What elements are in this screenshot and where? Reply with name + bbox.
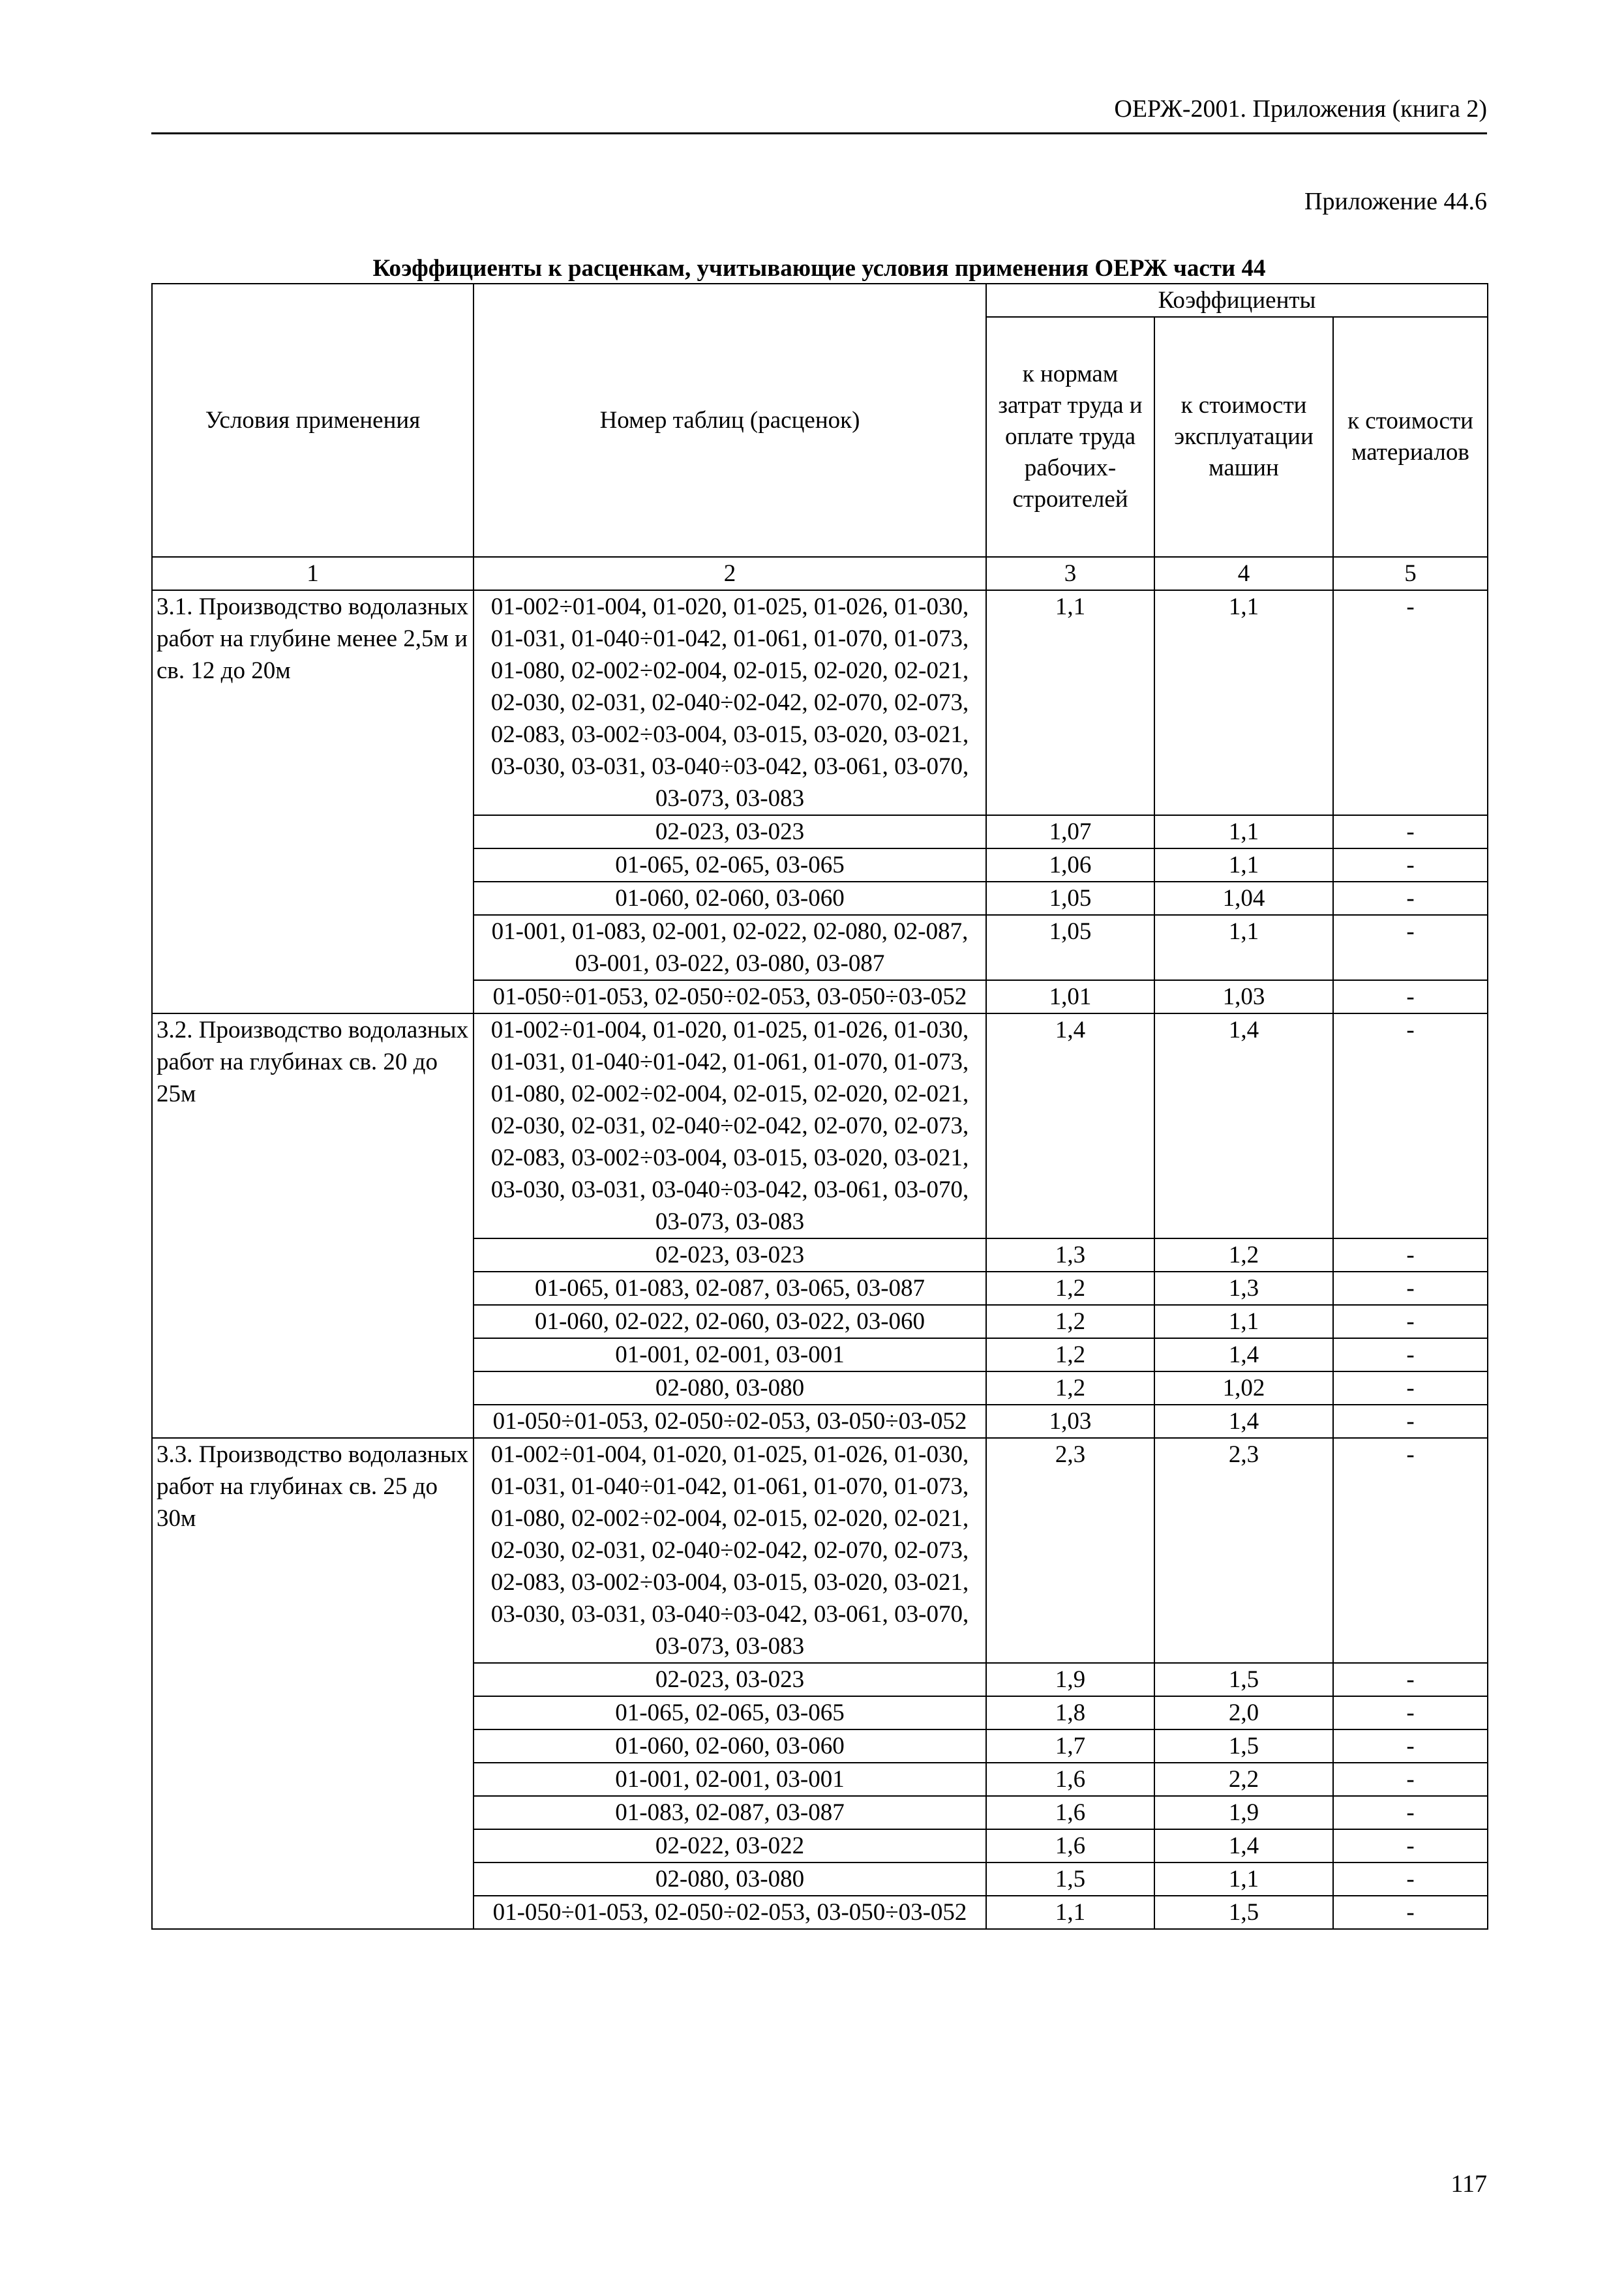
labor-coef-cell: 1,7 bbox=[986, 1729, 1154, 1763]
materials-coef-cell: - bbox=[1333, 1338, 1488, 1371]
materials-coef-cell: - bbox=[1333, 882, 1488, 915]
machines-coef-cell: 1,1 bbox=[1154, 815, 1333, 848]
tables-cell: 01-050÷01-053, 02-050÷02-053, 03-050÷03-052 bbox=[474, 1405, 986, 1438]
labor-coef-cell: 1,1 bbox=[986, 1896, 1154, 1929]
materials-coef-cell: - bbox=[1333, 980, 1488, 1013]
tables-cell: 01-002÷01-004, 01-020, 01-025, 01-026, 01-030, 01-031, 01-040÷01-042, 01-061, 01-070, 01-073, 01-080, 02-002÷02-004, 02-015, 02-020, 02-021, 02-030, 02-031, 02-040÷02-042, 02-070, 02-073, 02-083, 03-002÷03-004, 03-015, 03-020, 03-021, 03-030, 03-031, 03-040÷03-042, 03-061, 03-070, 03-073, 03-083 bbox=[474, 1438, 986, 1663]
header-rule bbox=[151, 132, 1487, 134]
materials-coef-cell: - bbox=[1333, 1696, 1488, 1729]
machines-coef-cell: 1,2 bbox=[1154, 1238, 1333, 1272]
condition-cell: 3.3. Производство водолазных работ на глубинах св. 25 до 30м bbox=[152, 1438, 474, 1929]
materials-coef-cell: - bbox=[1333, 1763, 1488, 1796]
labor-coef-cell: 1,8 bbox=[986, 1696, 1154, 1729]
labor-coef-cell: 1,9 bbox=[986, 1663, 1154, 1696]
tables-cell: 02-022, 03-022 bbox=[474, 1829, 986, 1863]
labor-coef-cell: 1,05 bbox=[986, 882, 1154, 915]
materials-coef-cell: - bbox=[1333, 1238, 1488, 1272]
header-machines: к стоимости эксплуатации машин bbox=[1154, 317, 1333, 557]
machines-coef-cell: 2,2 bbox=[1154, 1763, 1333, 1796]
materials-coef-cell: - bbox=[1333, 1405, 1488, 1438]
tables-cell: 01-050÷01-053, 02-050÷02-053, 03-050÷03-052 bbox=[474, 980, 986, 1013]
tables-cell: 02-023, 03-023 bbox=[474, 815, 986, 848]
tables-cell: 02-080, 03-080 bbox=[474, 1371, 986, 1405]
column-number: 1 bbox=[152, 557, 474, 590]
tables-cell: 01-002÷01-004, 01-020, 01-025, 01-026, 01-030, 01-031, 01-040÷01-042, 01-061, 01-070, 01-073, 01-080, 02-002÷02-004, 02-015, 02-020, 02-021, 02-030, 02-031, 02-040÷02-042, 02-070, 02-073, 02-083, 03-002÷03-004, 03-015, 03-020, 03-021, 03-030, 03-031, 03-040÷03-042, 03-061, 03-070, 03-073, 03-083 bbox=[474, 1013, 986, 1238]
tables-cell: 01-001, 01-083, 02-001, 02-022, 02-080, 02-087, 03-001, 03-022, 03-080, 03-087 bbox=[474, 915, 986, 980]
labor-coef-cell: 1,07 bbox=[986, 815, 1154, 848]
materials-coef-cell: - bbox=[1333, 1663, 1488, 1696]
machines-coef-cell: 1,04 bbox=[1154, 882, 1333, 915]
labor-coef-cell: 1,3 bbox=[986, 1238, 1154, 1272]
materials-coef-cell: - bbox=[1333, 915, 1488, 980]
condition-cell: 3.1. Производство водолазных работ на глубине менее 2,5м и св. 12 до 20м bbox=[152, 590, 474, 1013]
machines-coef-cell: 1,3 bbox=[1154, 1272, 1333, 1305]
table-row bbox=[152, 1438, 1488, 1663]
labor-coef-cell: 1,2 bbox=[986, 1272, 1154, 1305]
labor-coef-cell: 1,1 bbox=[986, 590, 1154, 815]
table-row bbox=[152, 590, 1488, 815]
machines-coef-cell: 1,4 bbox=[1154, 1829, 1333, 1863]
tables-cell: 01-083, 02-087, 03-087 bbox=[474, 1796, 986, 1829]
labor-coef-cell: 1,05 bbox=[986, 915, 1154, 980]
labor-coef-cell: 2,3 bbox=[986, 1438, 1154, 1663]
header-tables: Номер таблиц (расценок) bbox=[474, 284, 986, 557]
tables-cell: 01-065, 01-083, 02-087, 03-065, 03-087 bbox=[474, 1272, 986, 1305]
labor-coef-cell: 1,6 bbox=[986, 1829, 1154, 1863]
materials-coef-cell: - bbox=[1333, 1305, 1488, 1338]
table-title: Коэффициенты к расценкам, учитывающие условия применения ОЕРЖ части 44 bbox=[372, 255, 1266, 282]
tables-cell: 01-001, 02-001, 03-001 bbox=[474, 1338, 986, 1371]
machines-coef-cell: 1,1 bbox=[1154, 590, 1333, 815]
header-materials: к стоимости материалов bbox=[1333, 317, 1488, 557]
materials-coef-cell: - bbox=[1333, 848, 1488, 882]
page-number: 117 bbox=[1451, 2170, 1487, 2198]
machines-coef-cell: 1,1 bbox=[1154, 1305, 1333, 1338]
labor-coef-cell: 1,03 bbox=[986, 1405, 1154, 1438]
machines-coef-cell: 1,02 bbox=[1154, 1371, 1333, 1405]
column-number: 3 bbox=[986, 557, 1154, 590]
tables-cell: 01-060, 02-022, 02-060, 03-022, 03-060 bbox=[474, 1305, 986, 1338]
materials-coef-cell: - bbox=[1333, 590, 1488, 815]
machines-coef-cell: 1,4 bbox=[1154, 1405, 1333, 1438]
column-number: 5 bbox=[1333, 557, 1488, 590]
header-coefficients: Коэффициенты bbox=[986, 284, 1488, 317]
labor-coef-cell: 1,2 bbox=[986, 1305, 1154, 1338]
labor-coef-cell: 1,06 bbox=[986, 848, 1154, 882]
header-labor: к нормам затрат труда и оплате труда рабочих-строителей bbox=[986, 317, 1154, 557]
tables-cell: 01-065, 02-065, 03-065 bbox=[474, 848, 986, 882]
machines-coef-cell: 1,03 bbox=[1154, 980, 1333, 1013]
machines-coef-cell: 1,1 bbox=[1154, 915, 1333, 980]
materials-coef-cell: - bbox=[1333, 1863, 1488, 1896]
column-number: 4 bbox=[1154, 557, 1333, 590]
coefficients-table bbox=[151, 283, 1488, 1930]
appendix-label: Приложение 44.6 bbox=[1304, 188, 1487, 215]
tables-cell: 01-002÷01-004, 01-020, 01-025, 01-026, 01-030, 01-031, 01-040÷01-042, 01-061, 01-070, 01-073, 01-080, 02-002÷02-004, 02-015, 02-020, 02-021, 02-030, 02-031, 02-040÷02-042, 02-070, 02-073, 02-083, 03-002÷03-004, 03-015, 03-020, 03-021, 03-030, 03-031, 03-040÷03-042, 03-061, 03-070, 03-073, 03-083 bbox=[474, 590, 986, 815]
materials-coef-cell: - bbox=[1333, 1729, 1488, 1763]
tables-cell: 01-050÷01-053, 02-050÷02-053, 03-050÷03-052 bbox=[474, 1896, 986, 1929]
materials-coef-cell: - bbox=[1333, 1796, 1488, 1829]
tables-cell: 01-001, 02-001, 03-001 bbox=[474, 1763, 986, 1796]
machines-coef-cell: 2,0 bbox=[1154, 1696, 1333, 1729]
labor-coef-cell: 1,6 bbox=[986, 1763, 1154, 1796]
materials-coef-cell: - bbox=[1333, 815, 1488, 848]
header-conditions: Условия применения bbox=[152, 284, 474, 557]
tables-cell: 01-060, 02-060, 03-060 bbox=[474, 1729, 986, 1763]
machines-coef-cell: 1,5 bbox=[1154, 1896, 1333, 1929]
materials-coef-cell: - bbox=[1333, 1371, 1488, 1405]
condition-cell: 3.2. Производство водолазных работ на глубинах св. 20 до 25м bbox=[152, 1013, 474, 1438]
labor-coef-cell: 1,4 bbox=[986, 1013, 1154, 1238]
machines-coef-cell: 1,5 bbox=[1154, 1729, 1333, 1763]
running-header: ОЕРЖ-2001. Приложения (книга 2) bbox=[1114, 95, 1487, 123]
machines-coef-cell: 1,4 bbox=[1154, 1338, 1333, 1371]
column-number: 2 bbox=[474, 557, 986, 590]
tables-cell: 02-080, 03-080 bbox=[474, 1863, 986, 1896]
tables-cell: 02-023, 03-023 bbox=[474, 1238, 986, 1272]
machines-coef-cell: 1,5 bbox=[1154, 1663, 1333, 1696]
tables-cell: 02-023, 03-023 bbox=[474, 1663, 986, 1696]
machines-coef-cell: 1,4 bbox=[1154, 1013, 1333, 1238]
labor-coef-cell: 1,2 bbox=[986, 1371, 1154, 1405]
machines-coef-cell: 1,9 bbox=[1154, 1796, 1333, 1829]
materials-coef-cell: - bbox=[1333, 1829, 1488, 1863]
machines-coef-cell: 1,1 bbox=[1154, 848, 1333, 882]
machines-coef-cell: 1,1 bbox=[1154, 1863, 1333, 1896]
table-row bbox=[152, 1013, 1488, 1238]
labor-coef-cell: 1,01 bbox=[986, 980, 1154, 1013]
materials-coef-cell: - bbox=[1333, 1438, 1488, 1663]
tables-cell: 01-065, 02-065, 03-065 bbox=[474, 1696, 986, 1729]
labor-coef-cell: 1,2 bbox=[986, 1338, 1154, 1371]
materials-coef-cell: - bbox=[1333, 1013, 1488, 1238]
materials-coef-cell: - bbox=[1333, 1896, 1488, 1929]
machines-coef-cell: 2,3 bbox=[1154, 1438, 1333, 1663]
labor-coef-cell: 1,5 bbox=[986, 1863, 1154, 1896]
tables-cell: 01-060, 02-060, 03-060 bbox=[474, 882, 986, 915]
materials-coef-cell: - bbox=[1333, 1272, 1488, 1305]
labor-coef-cell: 1,6 bbox=[986, 1796, 1154, 1829]
